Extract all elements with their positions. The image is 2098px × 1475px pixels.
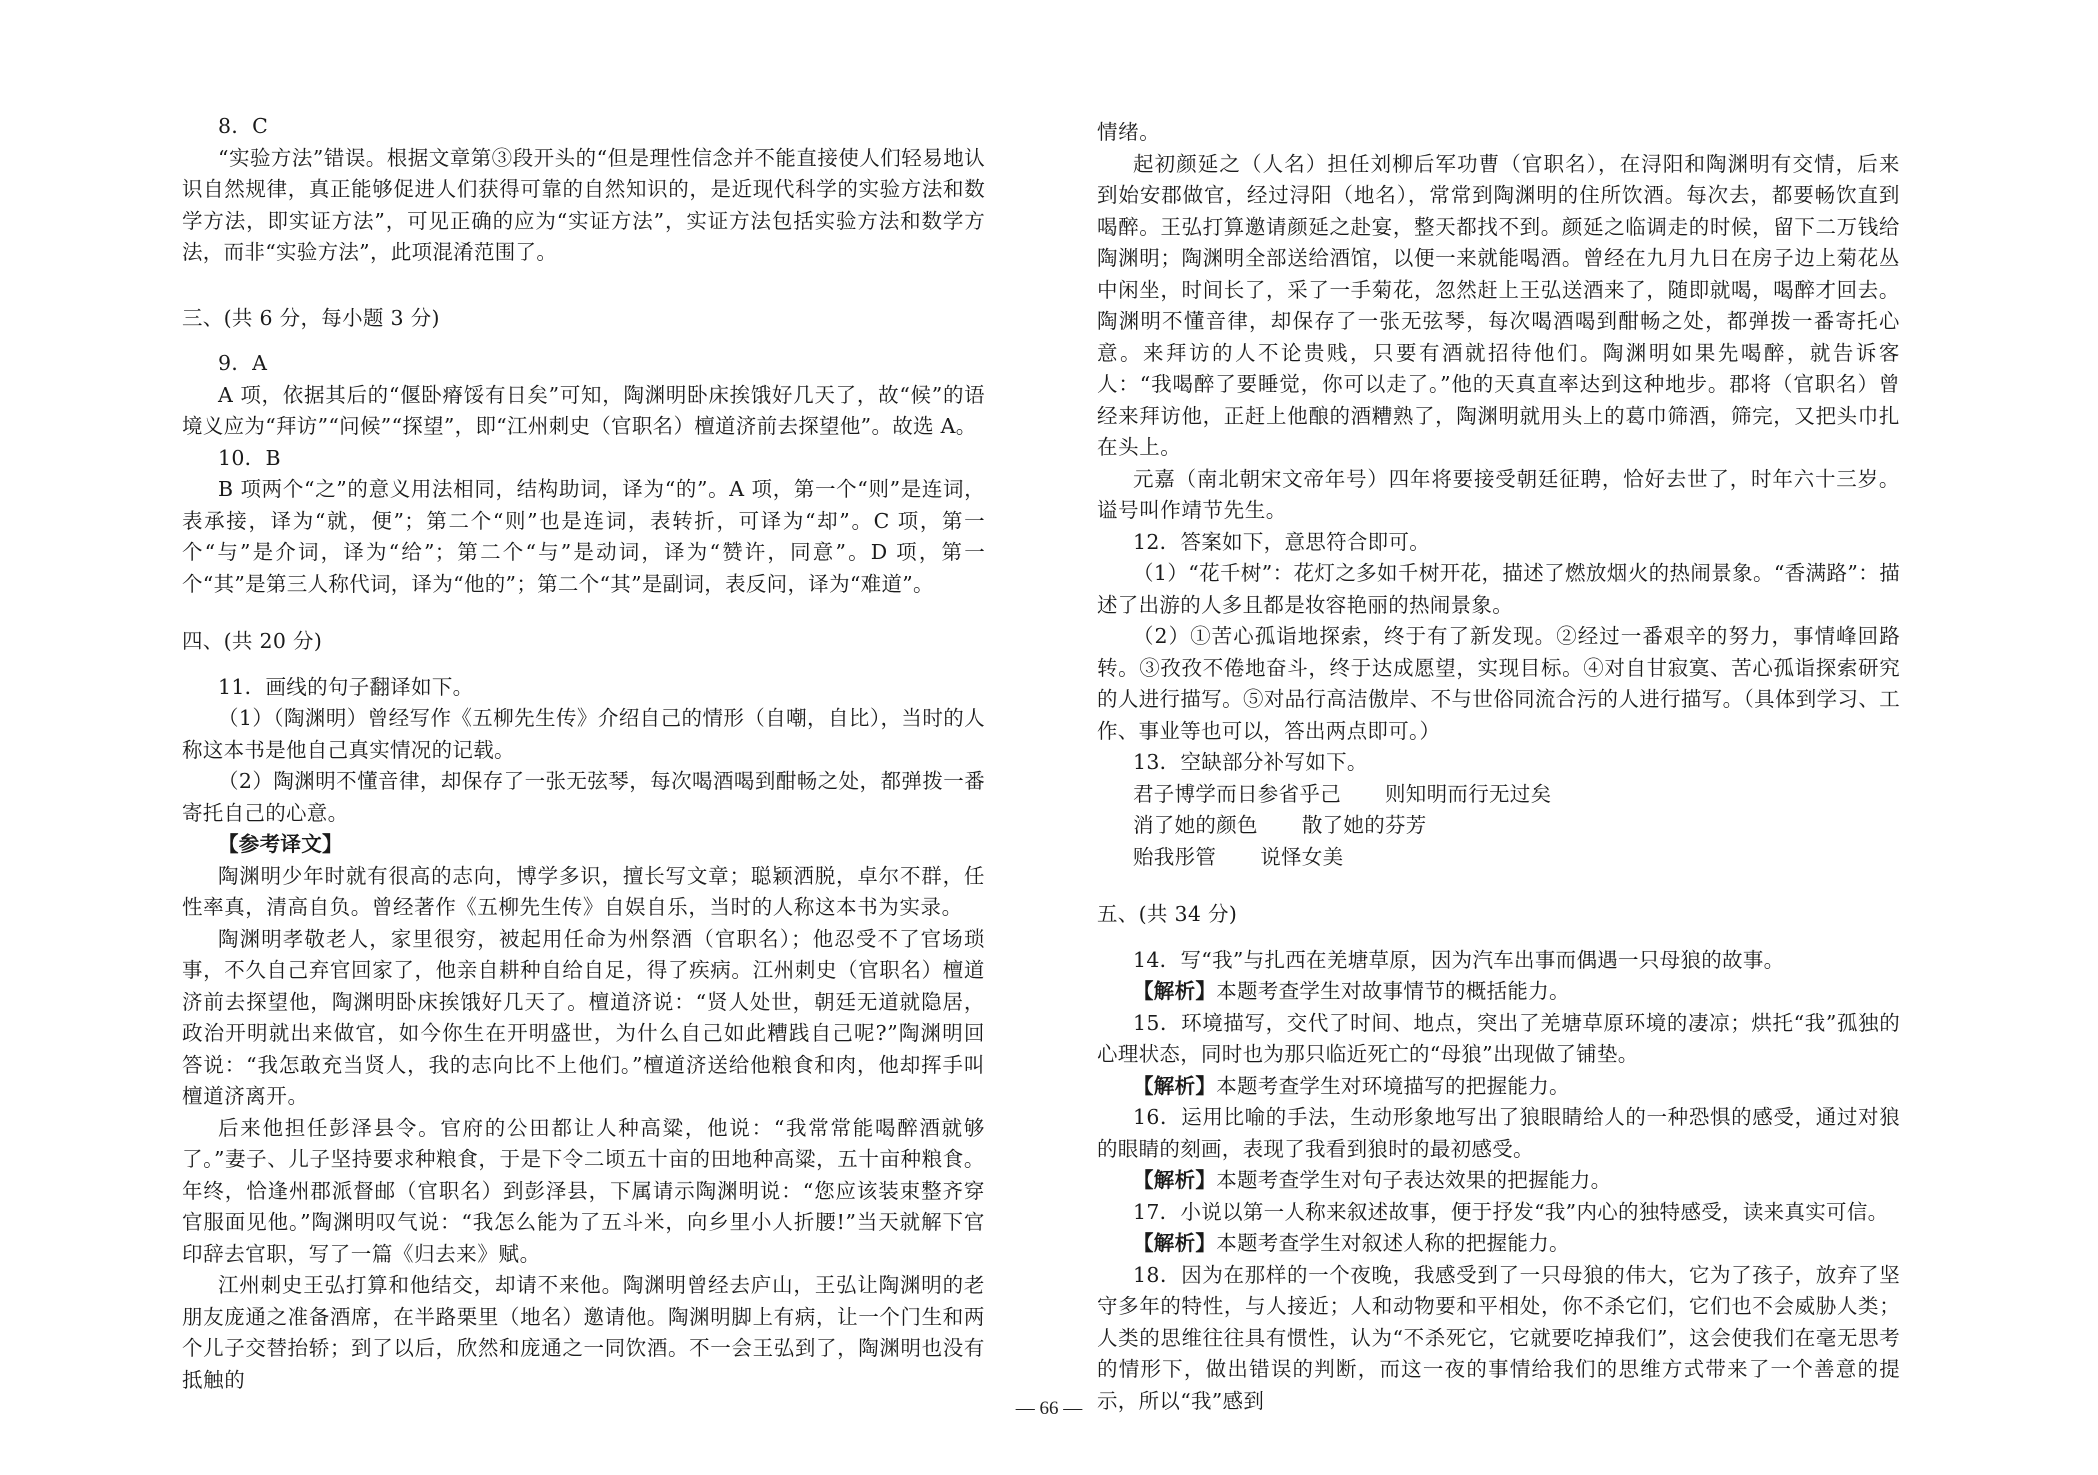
section-3-heading: 三、(共 6 分，每小题 3 分) (182, 305, 440, 330)
left-column (182, 111, 985, 1396)
section-4-heading: 四、(共 20 分) (182, 629, 323, 653)
reference-paragraph: 江州刺史王弘打算和他结交，却请不来他。陶渊明曾经去庐山，王弘让陶渊明的老朋友庞通之准备酒席，在半路栗里（地名）邀请他。陶渊明脚上有病，让一个门生和两个儿子交替抬轿；到了以后，欣然和庞通之一同饮酒。不一会王弘到了，陶渊明也没有抵触的 (182, 1273, 985, 1392)
page-number: — 66 — (1015, 1398, 1083, 1419)
analysis-tag: 【解析】 (1133, 1231, 1217, 1255)
reference-paragraph: 元嘉（南北朝宋文帝年号）四年将要接受朝廷征聘，恰好去世了，时年六十三岁。谥号叫作靖节先生。 (1097, 466, 1900, 522)
analysis-text: 本题考查学生对叙述人称的把握能力。 (1216, 1231, 1570, 1255)
q14-analysis (1097, 976, 1900, 1008)
q13-blank: 贻我彤管 (1133, 844, 1217, 869)
q10-answer: 10．B (218, 445, 281, 470)
q14-answer: 14．写“我”与扎西在羌塘草原，因为汽车出事而偶遇一只母狼的故事。 (1133, 947, 1785, 972)
reference-paragraph: 陶渊明少年时就有很高的志向，博学多识，擅长写文章；聪颖洒脱，卓尔不群，任性率真，清高自负。曾经著作《五柳先生传》自娱自乐，当时的人称这本书为实录。 (182, 863, 985, 919)
reference-paragraph: 后来他担任彭泽县令。官府的公田都让人种高粱，他说：“我常常能喝醉酒就够了。”妻子、儿子坚持要求种粮食，于是下令二顷五十亩的田地种高粱，五十亩种粮食。年终，恰逢州郡派督邮（官职名）到彭泽县，下属请示陶渊明说：“您应该装束整齐穿官服面见他。”陶渊明叹气说：“我怎么能为了五斗米，向乡里小人折腰!”当天就解下官印辞去官职，写了一篇《归去来》赋。 (182, 1115, 985, 1266)
q16-answer: 16．运用比喻的手法，生动形象地写出了狼眼睛给人的一种恐惧的感受，通过对狼的眼睛的刻画，表现了我看到狼时的最初感受。 (1097, 1105, 1900, 1161)
reference-continuation: 情绪。 (1097, 120, 1161, 144)
q13-line-3 (1097, 842, 1900, 874)
q15-answer: 15．环境描写，交代了时间、地点，突出了羌塘草原环境的凄凉；烘托“我”孤独的心理状态，同时也为那只临近死亡的“母狼”出现做了铺垫。 (1097, 1010, 1900, 1066)
analysis-tag: 【解析】 (1133, 1168, 1217, 1192)
q11-intro: 11．画线的句子翻译如下。 (218, 674, 474, 699)
analysis-tag: 【解析】 (1133, 979, 1217, 1003)
q11-item-2: （2）陶渊明不懂音律，却保存了一张无弦琴，每次喝酒喝到酣畅之处，都弹拨一番寄托自己的心意。 (182, 769, 985, 825)
q13-blank: 散了她的芬芳 (1301, 813, 1427, 837)
right-column (1097, 117, 1900, 1417)
q9-answer: 9．A (218, 351, 268, 375)
q8-explanation: “实验方法”错误。根据文章第③段开头的“但是理性信念并不能直接使人们轻易地认识自然规律，真正能够促进人们获得可靠的自然知识的，是近现代科学的实验方法和数学方法，即实证方法”，可见正确的应为“实证方法”，实证方法包括实验方法和数学方法，而非“实验方法”，此项混淆范围了。 (182, 145, 985, 264)
q13-line-2 (1097, 810, 1900, 842)
q16-analysis (1097, 1165, 1900, 1197)
q12-intro: 12．答案如下，意思符合即可。 (1133, 529, 1431, 554)
q13-blank: 则知明而行无过矣 (1385, 781, 1552, 806)
q13-line-1 (1097, 779, 1900, 811)
q13-blank: 说怿女美 (1260, 844, 1344, 869)
analysis-text: 本题考查学生对句子表达效果的把握能力。 (1216, 1168, 1612, 1192)
q12-item-1: （1）“花千树”：花灯之多如千树开花，描述了燃放烟火的热闹景象。“香满路”：描述了出游的人多且都是妆容艳丽的热闹景象。 (1097, 561, 1900, 617)
section-5-heading: 五、(共 34 分) (1097, 902, 1238, 926)
reference-paragraph: 陶渊明孝敬老人，家里很穷，被起用任命为州祭酒（官职名）；他忍受不了官场琐事，不久自己弃官回家了，他亲自耕种自给自足，得了疾病。江州刺史（官职名）檀道济前去探望他，陶渊明卧床挨饿好几天了。檀道济说：“贤人处世，朝廷无道就隐居，政治开明就出来做官，如今你生在开明盛世，为什么自己如此糟践自己呢?”陶渊明回答说：“我怎敢充当贤人，我的志向比不上他们。”檀道济送给他粮食和肉，他却挥手叫檀道济离开。 (182, 926, 985, 1108)
q17-analysis (1097, 1228, 1900, 1260)
q8-answer: 8．C (218, 114, 269, 138)
q15-analysis (1097, 1071, 1900, 1103)
q13-intro: 13．空缺部分补写如下。 (1133, 750, 1368, 774)
q18-answer: 18．因为在那样的一个夜晚，我感受到了一只母狼的伟大，它为了孩子，放弃了坚守多年的特性，与人接近；人和动物要和平相处，你不杀它们，它们也不会威胁人类；人类的思维往往具有惯性，认为“不杀死它，它就要吃掉我们”，这会使我们在毫无思考的情形下，做出错误的判断，而这一夜的事情给我们的思维方式带来了一个善意的提示，所以“我”感到 (1097, 1262, 1900, 1413)
q10-explanation: B 项两个“之”的意义用法相同，结构助词，译为“的”。A 项，第一个“则”是连词，表承接，译为“就，便”；第二个“则”也是连词，表转折，可译为“却”。C 项，第一个“与”是介词，译为“给”；第二个“与”是动词，译为“赞许，同意”。D 项，第一个“其”是第三人称代词，译为“他的”；第二个“其”是副词，表反问，译为“难道”。 (182, 477, 985, 596)
analysis-text: 本题考查学生对故事情节的概括能力。 (1216, 979, 1570, 1003)
q17-answer: 17．小说以第一人称来叙述故事，便于抒发“我”内心的独特感受，读来真实可信。 (1133, 1199, 1889, 1224)
analysis-text: 本题考查学生对环境描写的把握能力。 (1216, 1073, 1570, 1098)
q13-blank: 君子博学而日参省乎己 (1133, 781, 1341, 806)
analysis-tag: 【解析】 (1133, 1073, 1217, 1098)
q12-item-2: （2）①苦心孤诣地探索，终于有了新发现。②经过一番艰辛的努力，事情峰回路转。③孜孜不倦地奋斗，终于达成愿望，实现目标。④对自甘寂寞、苦心孤诣探索研究的人进行描写。⑤对品行高洁傲岸、不与世俗同流合污的人进行描写。（具体到学习、工作、事业等也可以，答出两点即可。） (1097, 624, 1900, 743)
reference-paragraph: 起初颜延之（人名）担任刘柳后军功曹（官职名），在浔阳和陶渊明有交情，后来到始安郡做官，经过浔阳（地名），常常到陶渊明的住所饮酒。每次去，都要畅饮直到喝醉。王弘打算邀请颜延之赴宴，整天都找不到。颜延之临调走的时候，留下二万钱给陶渊明；陶渊明全部送给酒馆，以便一来就能喝酒。曾经在九月九日在房子边上菊花丛中闲坐，时间长了，采了一手菊花，忽然赶上王弘送酒来了，随即就喝，喝醉才回去。陶渊明不懂音律，却保存了一张无弦琴，每次喝酒喝到酣畅之处，都弹拨一番寄托心意。来拜访的人不论贵贱，只要有酒就招待他们。陶渊明如果先喝醉，就告诉客人：“我喝醉了要睡觉，你可以走了。”他的天真直率达到这种地步。郡将（官职名）曾经来拜访他，正赶上他酿的酒糟熟了，陶渊明就用头上的葛巾筛酒，筛完，又把头巾扎在头上。 (1097, 151, 1900, 459)
reference-translation-title: 【参考译文】 (218, 832, 343, 856)
q9-explanation: A 项，依据其后的“偃卧瘠馁有日矣”可知，陶渊明卧床挨饿好几天了，故“候”的语境义应为“拜访”“问候”“探望”，即“江州刺史（官职名）檀道济前去探望他”。故选 A。 (182, 382, 985, 438)
q11-item-1: （1）（陶渊明）曾经写作《五柳先生传》介绍自己的情形（自嘲，自比），当时的人称这本书是他自己真实情况的记载。 (182, 706, 985, 762)
q13-blank: 消了她的颜色 (1133, 813, 1258, 837)
